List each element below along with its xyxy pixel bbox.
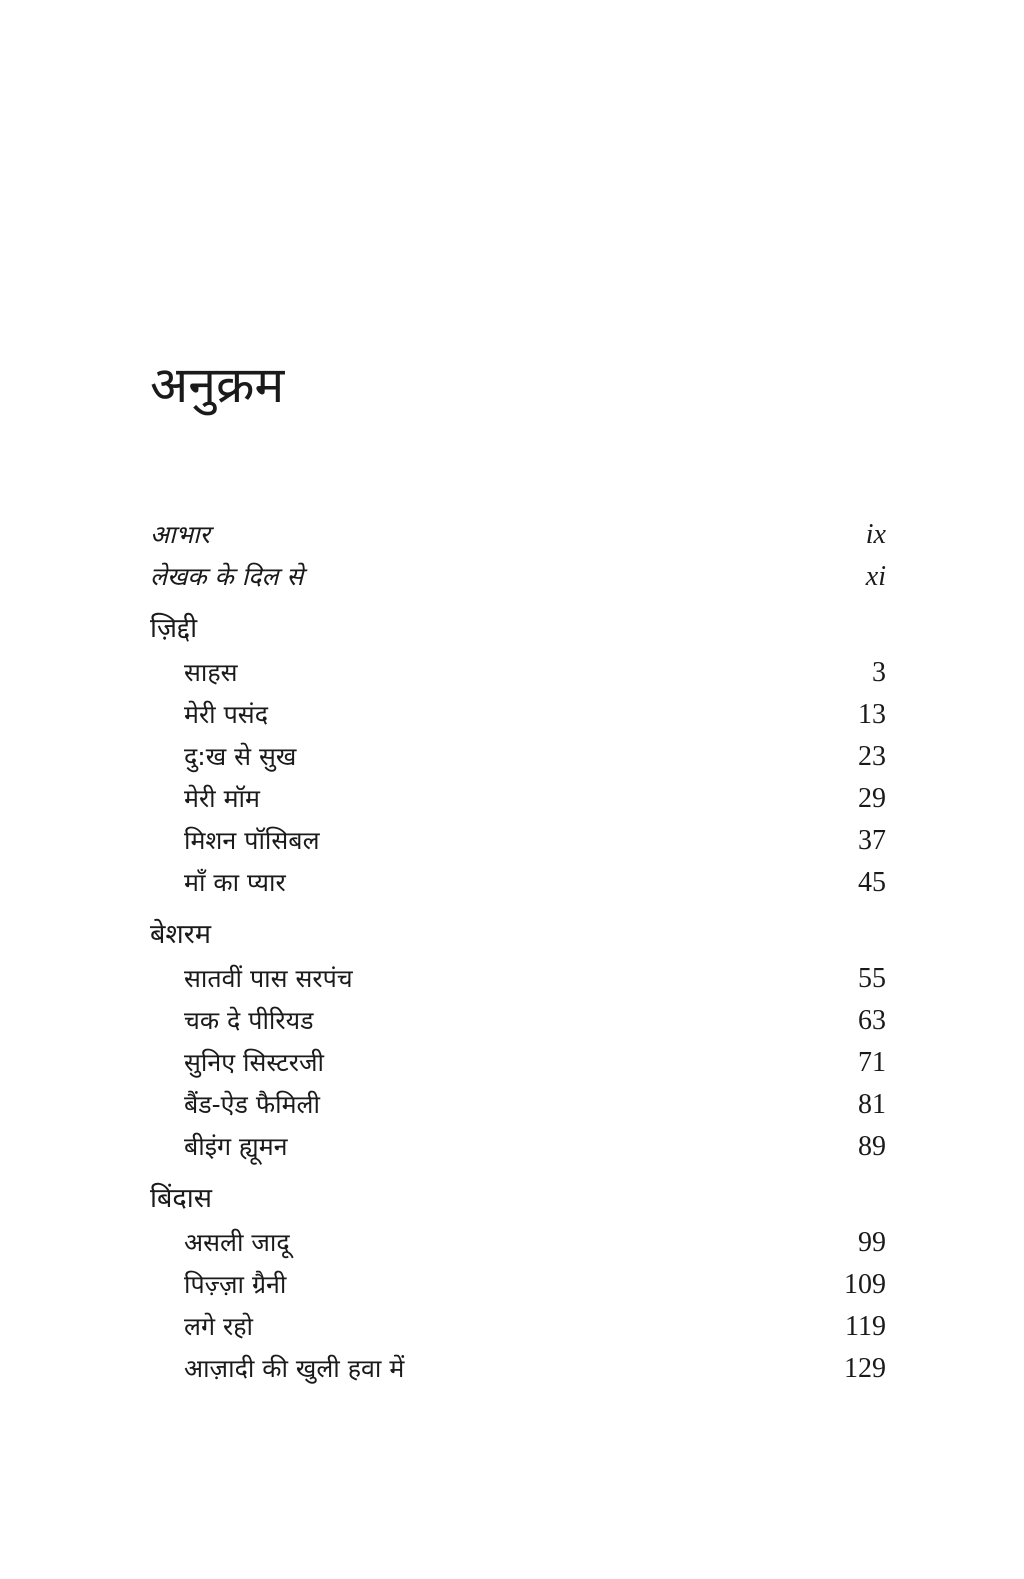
toc-entry-title: आज़ादी की खुली हवा में: [184, 1354, 405, 1383]
toc-entry-title: बीइंग ह्यूमन: [184, 1132, 288, 1161]
toc-page-number: 89: [858, 1131, 886, 1162]
toc-entry-title: बैंड-ऐड फैमिली: [184, 1090, 320, 1119]
toc-entry-title: सुनिए सिस्टरजी: [184, 1048, 324, 1077]
toc-entry-title: असली जादू: [184, 1228, 290, 1257]
toc-page-number: 99: [858, 1227, 886, 1258]
toc-page-number: 13: [858, 699, 886, 730]
toc-section-title: ज़िद्दी: [150, 613, 198, 644]
toc-front-row[interactable]: [150, 556, 886, 598]
toc-entry[interactable]: [150, 1222, 886, 1264]
toc-entry[interactable]: [150, 1042, 886, 1084]
toc-entry-title: मेरी मॉम: [184, 784, 260, 813]
toc-entry[interactable]: [150, 1348, 886, 1390]
table-of-contents: [150, 514, 886, 1390]
toc-entry-title: पिज़्ज़ा ग्रैनी: [184, 1270, 287, 1299]
toc-entry[interactable]: [150, 820, 886, 862]
toc-entry[interactable]: [150, 778, 886, 820]
toc-entry-title: सातवीं पास सरपंच: [184, 964, 353, 993]
toc-entry[interactable]: [150, 1264, 886, 1306]
toc-entry[interactable]: [150, 1084, 886, 1126]
toc-entry[interactable]: [150, 1126, 886, 1168]
toc-page-number: ix: [865, 519, 886, 550]
toc-page-number: 55: [858, 963, 886, 994]
toc-entry[interactable]: [150, 736, 886, 778]
toc-page-number: 45: [858, 867, 886, 898]
toc-section: [150, 912, 886, 1168]
toc-page-number: 119: [845, 1311, 886, 1342]
toc-section-title: बिंदास: [150, 1183, 212, 1214]
toc-section: [150, 1176, 886, 1390]
toc-page-number: 129: [844, 1353, 886, 1384]
toc-page-number: 29: [858, 783, 886, 814]
toc-page-number: 71: [858, 1047, 886, 1078]
toc-entry-title: मिशन पॉसिबल: [184, 826, 320, 855]
toc-entry[interactable]: [150, 694, 886, 736]
toc-entry[interactable]: [150, 652, 886, 694]
toc-entry[interactable]: [150, 958, 886, 1000]
toc-page-number: 109: [844, 1269, 886, 1300]
toc-entry-title: लेखक के दिल से: [150, 562, 304, 591]
toc-page-number: 23: [858, 741, 886, 772]
toc-entry-title: लगे रहो: [184, 1312, 253, 1341]
toc-front-row[interactable]: [150, 514, 886, 556]
toc-section-title: बेशरम: [150, 919, 211, 950]
toc-page-number: 3: [872, 657, 886, 688]
toc-page-number: 63: [858, 1005, 886, 1036]
toc-section: [150, 606, 886, 904]
toc-entry-title: माँ का प्यार: [184, 868, 286, 897]
toc-entry-title: मेरी पसंद: [184, 700, 268, 729]
toc-entry-title: आभार: [150, 520, 210, 549]
toc-entry-title: दु:ख से सुख: [184, 742, 297, 771]
toc-entry[interactable]: [150, 862, 886, 904]
toc-entry-title: साहस: [184, 658, 238, 687]
toc-page-number: xi: [865, 561, 886, 592]
toc-page-number: 81: [858, 1089, 886, 1120]
page-title: अनुक्रम: [150, 356, 285, 414]
toc-entry-title: चक दे पीरियड: [184, 1006, 314, 1035]
toc-entry[interactable]: [150, 1306, 886, 1348]
toc-entry[interactable]: [150, 1000, 886, 1042]
toc-page-number: 37: [858, 825, 886, 856]
